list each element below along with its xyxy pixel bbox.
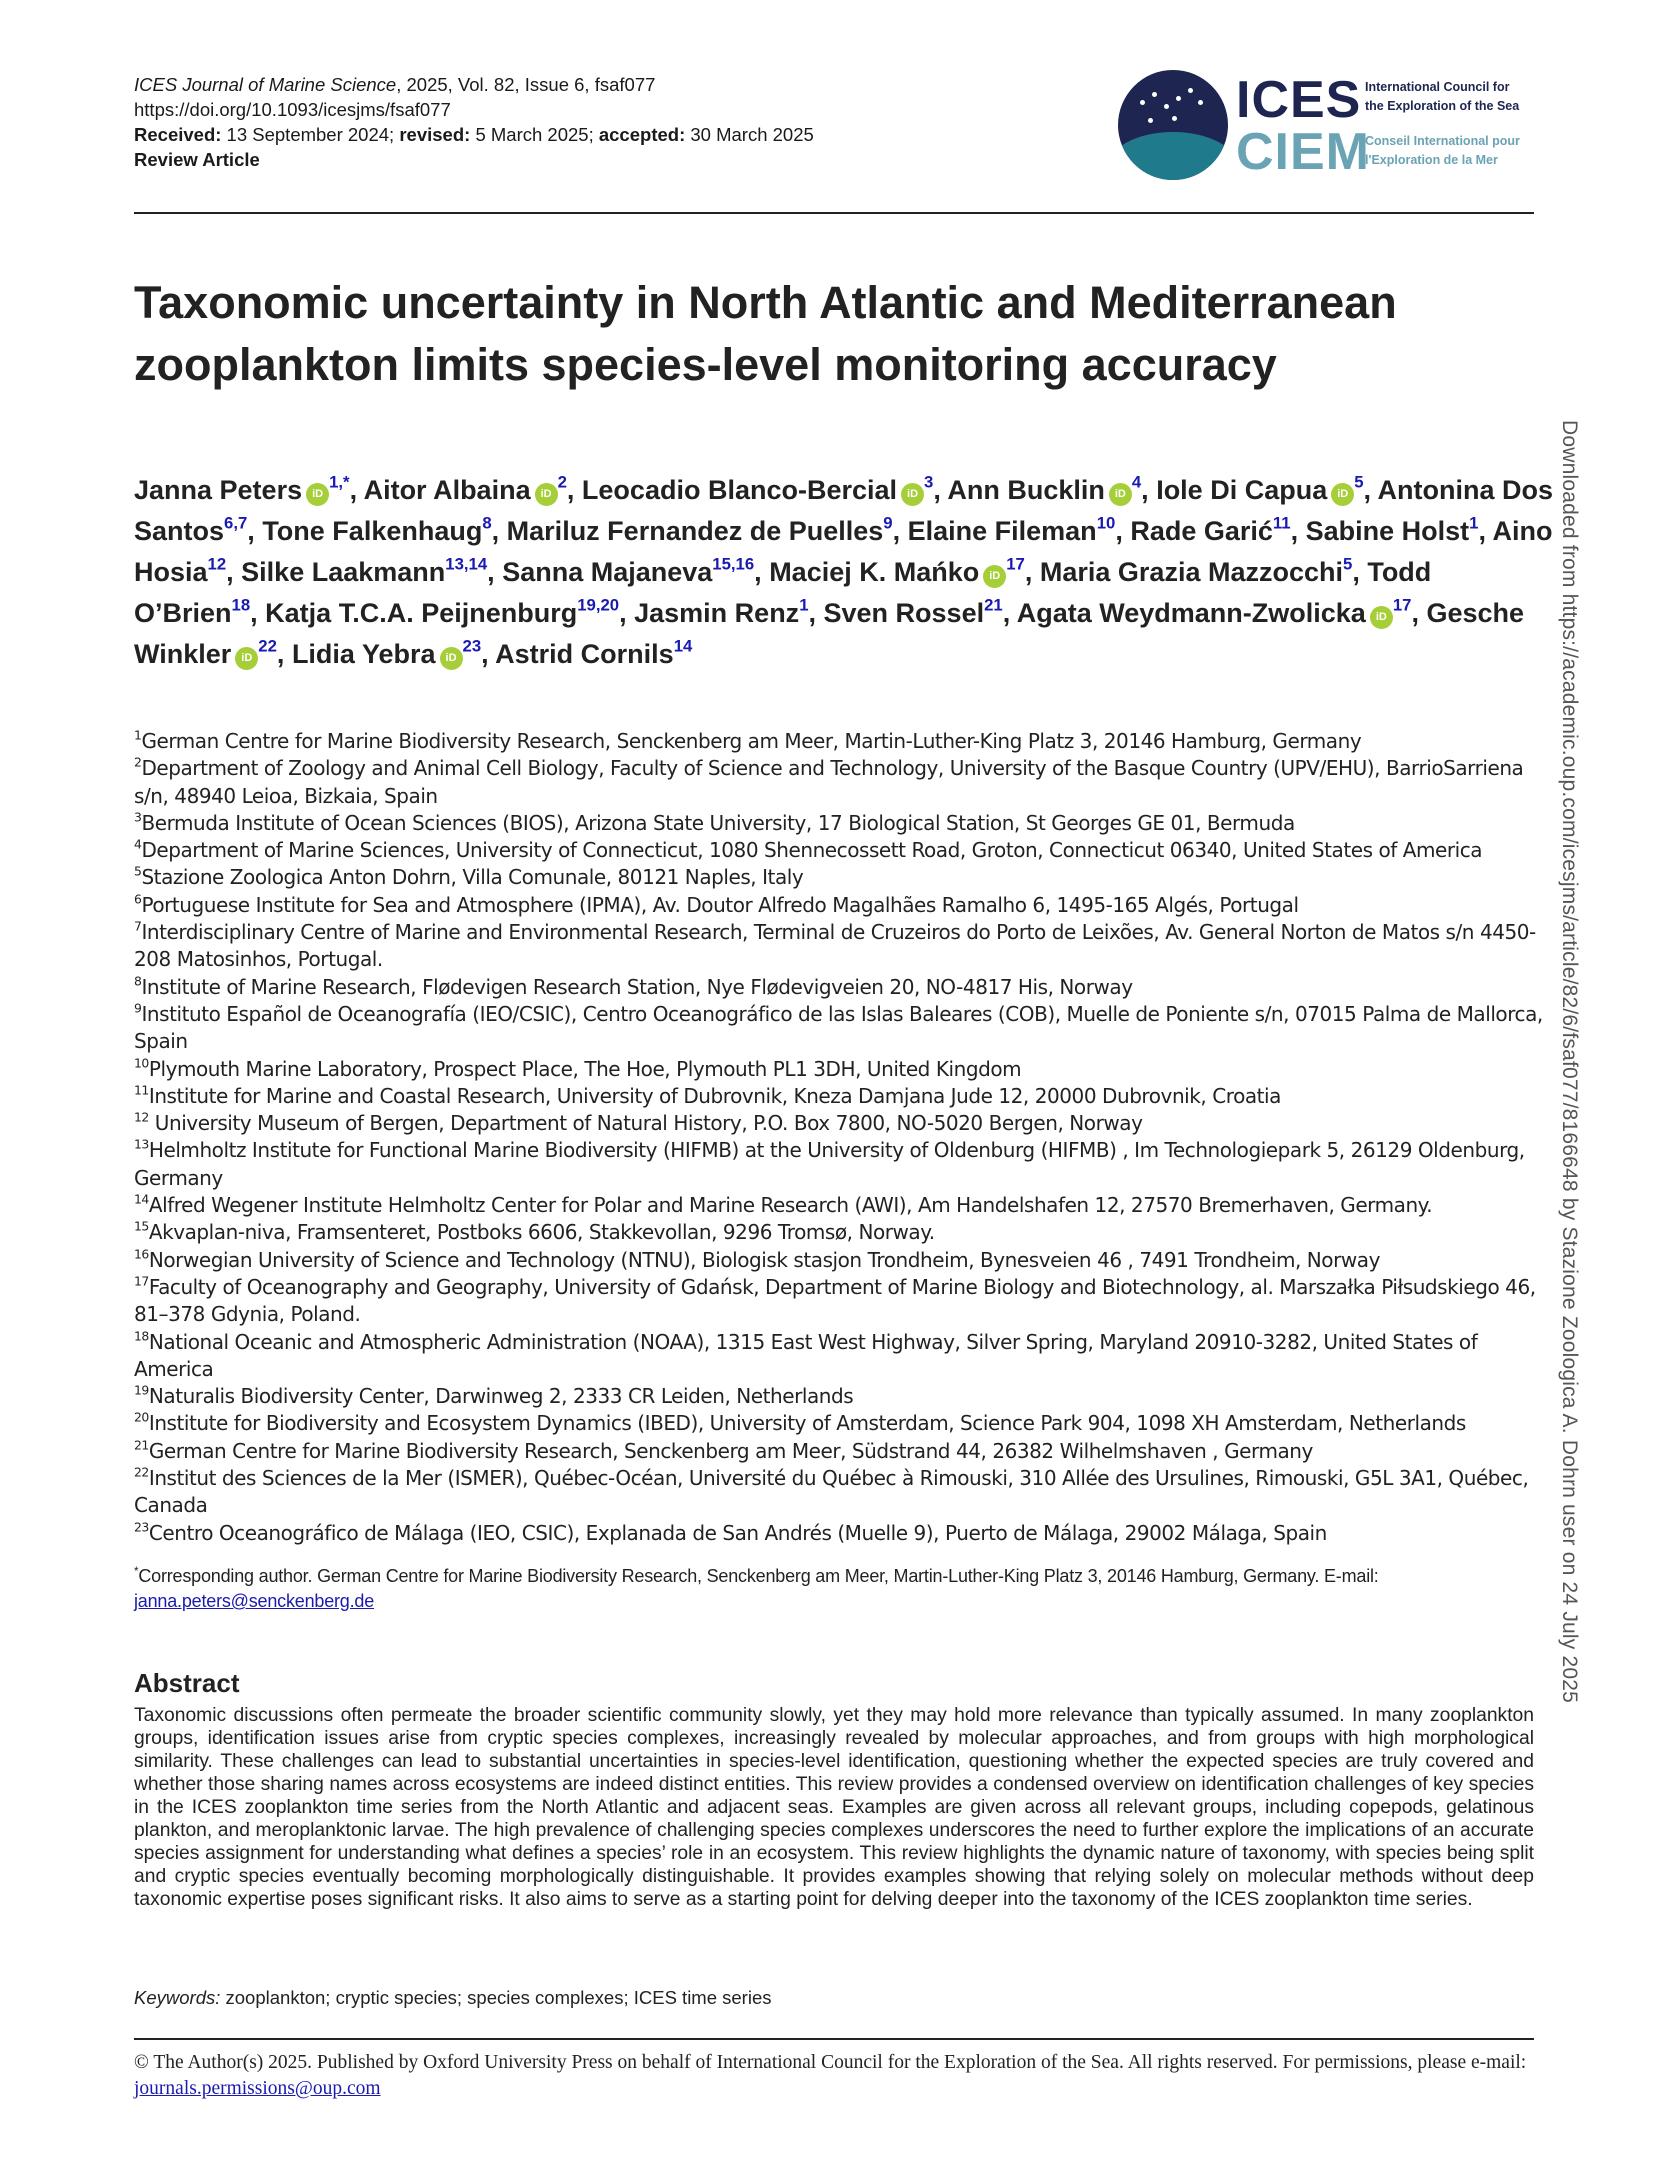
article-title: Taxonomic uncertainty in North Atlantic and Mediterranean zooplankton limits species-level monitoring accuracy: [134, 277, 1397, 390]
affiliation-number: 11: [134, 1082, 149, 1098]
author: [291, 636, 482, 669]
author-affiliation-ref[interactable]: 2: [557, 472, 567, 492]
ices-logo-emblem-icon: [1118, 70, 1228, 180]
affiliation-number: 5: [134, 863, 142, 879]
affiliation-item: [134, 1410, 1554, 1437]
affiliation-text: Alfred Wegener Institute Helmholtz Center for Polar and Marine Research (AWI), Am Handelshafen 12, 27570 Bremerhaven, Germany.: [148, 1193, 1433, 1218]
author-name: Elaine Fileman: [907, 516, 1097, 546]
abstract-heading: Abstract: [134, 1668, 240, 1698]
author-affiliation-ref[interactable]: 5: [1343, 554, 1353, 574]
author: [1130, 513, 1291, 546]
keywords: Keywords: zooplankton; cryptic species; species complexes; ICES time series: [134, 1987, 772, 2008]
author-affiliation-ref[interactable]: 1: [1469, 513, 1479, 533]
author-name: Tone Falkenhaug: [262, 516, 483, 546]
affiliation-number: 10: [134, 1054, 149, 1070]
affiliation-number: 8: [134, 973, 142, 988]
author: [581, 472, 934, 505]
affiliation-item: [134, 1383, 1554, 1410]
author-name: Katja T.C.A. Peijnenburg: [265, 598, 578, 628]
affiliation-item: [134, 837, 1554, 864]
header-divider: [134, 212, 1534, 214]
author-affiliation-ref[interactable]: 11: [1272, 513, 1291, 533]
affiliation-item: [134, 1110, 1554, 1137]
citation-line: [134, 72, 814, 97]
affiliation-number: 12: [134, 1109, 149, 1125]
author-name: Maria Grazia Mazzocchi: [1039, 557, 1343, 587]
author-affiliation-ref[interactable]: 19,20: [577, 595, 620, 615]
affiliation-item: [134, 1001, 1554, 1056]
author-affiliation-ref[interactable]: 23: [462, 636, 482, 656]
affiliation-text: German Centre for Marine Biodiversity Research, Senckenberg am Meer, Martin-Luther-King Platz 3, 20146 Hamburg, Germany: [141, 729, 1362, 753]
affiliation-text: Centro Oceanográfico de Málaga (IEO, CSIC), Explanada de San Andrés (Muelle 9), Puerto de Málaga, 29002 Málaga, Spain: [148, 1520, 1327, 1545]
affiliation-number: 23: [134, 1518, 149, 1534]
author: [134, 472, 350, 505]
affiliation-list: [134, 728, 1554, 1547]
author-name: Aino Hosia: [134, 516, 1553, 587]
author: [495, 636, 693, 669]
author: [947, 472, 1142, 505]
author-affiliation-ref[interactable]: 9: [883, 513, 893, 533]
affiliation-text: German Centre for Marine Biodiversity Research, Senckenberg am Meer, Südstrand 44, 26382 Wilhelmshaven , Germany: [148, 1438, 1313, 1463]
author-affiliation-ref[interactable]: 22: [258, 636, 277, 656]
author-name: Mariluz Fernandez de Puelles: [506, 516, 884, 546]
author-affiliation-ref[interactable]: 1,*: [329, 472, 350, 492]
author-affiliation-ref[interactable]: 3: [924, 472, 934, 492]
affiliation-item: [134, 892, 1554, 919]
author-name: Maciej K. Mańko: [769, 557, 980, 587]
download-watermark: Downloaded from https://academic.oup.com/icesjms/article/82/6/fsaf077/8166648 by Stazione Zoologica A. Dohrn user on 24 July 2025: [1558, 420, 1581, 1704]
affiliation-number: 7: [134, 918, 142, 934]
orcid-icon[interactable]: iD: [440, 647, 463, 670]
author-list: Janna Peters $iD^{1,*}$, Aitor Albaina $iD^2$, Leocadio Blanco-Bercial $iD^3$, Ann Bucklin $iD^4$, Iole Di Capua $iD^5$, Antonina Dos Santos$^{6,7}$, Tone Falkenhaug$^8$, Mariluz Fernandez de Puelles$^9$, Elaine Fileman$^{10}$, Rade Garić$^{11}$, Sabine Holst$^1$, Aino Hosia$^{12}$, Silke Laakmann$^{13,14}$, Sanna Majaneva$^{15,16}$, Maciej K. Mańko $iD^{17}$, Maria Grazia Mazzocchi$^5$, Todd O’Brien$^{18}$, Katja T.C.A. Peijnenburg$^{19,20}$, Jasmin Renz$^1$, Sven Rossel$^{21}$, Agata Weydmann-Zwolicka $iD^{17}$, Gesche Winkler $iD^{22}$, Lidia Yebra $iD^{23}$, Astrid Cornils$^{14}$: [134, 472, 1554, 669]
affiliation-text: Norwegian University of Science and Technology (NTNU), Biologisk stasjon Trondheim, Bynesveien 46 , 7491 Trondheim, Norway: [148, 1247, 1380, 1272]
affiliation-text: Interdisciplinary Centre of Marine and Environmental Research, Terminal de Cruzeiros do Porto de Leixões, Av. General Norton de Matos s/n 4450-208 Matosinhos, Portugal.: [134, 920, 1536, 972]
author-name: Antonina Dos Santos: [134, 475, 1554, 546]
affiliation-number: 19: [134, 1382, 149, 1398]
author-affiliation-ref[interactable]: 1: [799, 595, 809, 615]
author-name: Jasmin Renz: [634, 598, 800, 628]
orcid-icon[interactable]: iD: [983, 565, 1006, 588]
affiliation-item: [134, 1247, 1554, 1274]
affiliation-item: [134, 1083, 1554, 1110]
author-name: Sanna Majaneva: [502, 557, 713, 587]
affiliation-text: Naturalis Biodiversity Center, Darwinweg 2, 2333 CR Leiden, Netherlands: [148, 1384, 854, 1409]
author-name: Aitor Albaina: [363, 475, 531, 505]
affiliation-item: [134, 1056, 1554, 1083]
affiliation-text: Department of Marine Sciences, University of Connecticut, 1080 Shennecossett Road, Groton, Connecticut 06340, United States of America: [141, 838, 1483, 863]
logo-english-text: International Council for the Exploration of the Sea: [1365, 80, 1520, 113]
affiliation-number: 2: [134, 754, 142, 770]
author-name: Sven Rossel: [823, 598, 985, 628]
doi-link[interactable]: https://doi.org/10.1093/icesjms/fsaf077: [134, 99, 451, 120]
ices-logo: [1118, 70, 1538, 180]
affiliation-item: [134, 1329, 1554, 1384]
affiliation-text: Institute for Marine and Coastal Research, University of Dubrovnik, Kneza Damjana Jude 12, 20000 Dubrovnik, Croatia: [148, 1083, 1281, 1108]
affiliation-text: University Museum of Bergen, Department of Natural History, P.O. Box 7800, NO-5020 Bergen, Norway: [148, 1111, 1143, 1136]
journal-citation: , 2025, Vol. 82, Issue 6, fsaf077: [396, 74, 656, 95]
author: [1016, 595, 1412, 628]
author-affiliation-ref[interactable]: 10: [1096, 513, 1116, 533]
author-name: Astrid Cornils: [495, 639, 674, 669]
affiliation-text: Stazione Zoologica Anton Dohrn, Villa Comunale, 80121 Naples, Italy: [141, 865, 804, 890]
author-name: Gesche Winkler: [134, 598, 1525, 669]
affiliation-item: [134, 1438, 1554, 1465]
author-name: Agata Weydmann-Zwolicka: [1016, 598, 1366, 628]
affiliation-item: [134, 728, 1554, 755]
author-affiliation-ref[interactable]: 14: [673, 636, 693, 656]
author-name: Iole Di Capua: [1156, 475, 1328, 505]
author-affiliation-ref[interactable]: 4: [1131, 472, 1142, 492]
author: [1156, 472, 1364, 505]
author: [363, 472, 567, 505]
author-affiliation-ref[interactable]: 12: [207, 554, 227, 574]
affiliation-item: [134, 1520, 1554, 1547]
affiliation-item: [134, 864, 1554, 891]
article-type: Review Article: [134, 149, 260, 170]
affiliation-number: 9: [134, 1000, 142, 1016]
affiliation-text: Department of Zoology and Animal Cell Biology, Faculty of Science and Technology, University of the Basque Country (UPV/EHU), BarrioSarriena s/n, 48940 Leioa, Bizkaia, Spain: [134, 756, 1524, 808]
author: [823, 595, 1003, 628]
affiliation-text: Institute of Marine Research, Flødevigen Research Station, Nye Flødevigveien 20, NO-4817 His, Norway: [141, 974, 1133, 999]
author-name: Silke Laakmann: [241, 557, 446, 587]
orcid-icon[interactable]: iD: [1331, 483, 1354, 506]
affiliation-text: Bermuda Institute of Ocean Sciences (BIOS), Arizona State University, 17 Biological Station, St Georges GE 01, Bermuda: [141, 810, 1295, 835]
author-affiliation-ref[interactable]: 5: [1354, 472, 1364, 492]
orcid-icon[interactable]: iD: [901, 483, 924, 506]
logo-word-ciem: CIEM: [1236, 123, 1370, 181]
author-name: Ann Bucklin: [947, 475, 1105, 505]
author-affiliation-ref[interactable]: 15,16: [712, 554, 755, 574]
affiliation-text: Portuguese Institute for Sea and Atmosphere (IPMA), Av. Doutor Alfredo Magalhães Ramalho 6, 1495-165 Algés, Portugal: [141, 892, 1299, 917]
author: [1305, 513, 1479, 546]
affiliation-item: [134, 755, 1554, 810]
author: [265, 595, 620, 628]
author-affiliation-ref[interactable]: 6,7: [224, 513, 248, 533]
affiliation-item: [134, 1192, 1554, 1219]
affiliation-item: [134, 1274, 1554, 1329]
corresponding-email-link[interactable]: janna.peters@senckenberg.de: [134, 1591, 375, 1611]
affiliation-number: 21: [134, 1437, 149, 1453]
journal-name: ICES Journal of Marine Science: [134, 74, 397, 95]
author: [769, 554, 1025, 587]
affiliation-number: 1: [134, 727, 142, 743]
author-name: Janna Peters: [134, 475, 303, 505]
corresponding-author: *Corresponding author. German Centre for Marine Biodiversity Research, Senckenberg am Meer, Martin-Luther-King Platz 3, 20146 Hamburg, Germany. E-mail: janna.peters@senckenberg.de: [134, 1564, 1379, 1611]
affiliation-text: Akvaplan-niva, Framsenteret, Postboks 6606, Stakkevollan, 9296 Tromsø, Norway.: [148, 1220, 935, 1245]
affiliation-item: [134, 810, 1554, 837]
affiliation-item: [134, 1219, 1554, 1246]
affiliation-text: Plymouth Marine Laboratory, Prospect Place, The Hoe, Plymouth PL1 3DH, United Kingdom: [148, 1056, 1022, 1081]
author-affiliation-ref[interactable]: 17: [1392, 595, 1412, 615]
author-name: Lidia Yebra: [291, 639, 436, 669]
logo-word-ices: ICES: [1236, 71, 1362, 129]
affiliation-item: [134, 919, 1554, 974]
affiliation-number: 22: [134, 1464, 149, 1480]
author-name: Rade Garić: [1130, 516, 1273, 546]
copyright-notice: © The Author(s) 2025. Published by Oxford University Press on behalf of International Council for the Exploration of the Sea. All rights reserved. For permissions, please e-mail: journals.permissions@oup.com: [134, 2052, 1527, 2099]
affiliation-number: 6: [134, 891, 142, 907]
permissions-email-link[interactable]: journals.permissions@oup.com: [134, 2078, 381, 2099]
author: [907, 513, 1116, 546]
author-name: Sabine Holst: [1305, 516, 1470, 546]
affiliation-text: Institut des Sciences de la Mer (ISMER), Québec-Océan, Université du Québec à Rimouski, 310 Allée des Ursulines, Rimouski, G5L 3A1, Québec, Canada: [134, 1466, 1529, 1518]
affiliation-item: [134, 1137, 1554, 1192]
orcid-icon[interactable]: iD: [1370, 606, 1393, 629]
dates-line: Received: 13 September 2024; revised: 5 March 2025; accepted: 30 March 2025: [134, 124, 814, 145]
article-metadata: [134, 72, 814, 172]
affiliation-item: [134, 1465, 1554, 1520]
orcid-icon[interactable]: iD: [535, 483, 558, 506]
footer-divider: [134, 2038, 1534, 2040]
affiliation-number: 4: [134, 836, 142, 852]
affiliation-text: Helmholtz Institute for Functional Marine Biodiversity (HIFMB) at the University of Oldenburg (HIFMB) , Im Technologiepark 5, 26129 Oldenburg, Germany: [134, 1138, 1525, 1190]
author-affiliation-ref[interactable]: 18: [231, 595, 251, 615]
abstract-text: Taxonomic discussions often permeate the broader scientific community slowly, yet they may hold more relevance than typically assumed. In many zooplankton groups, identification issues arise from cryptic species complexes, increasingly revealed by molecular approaches, and from groups with high morphological similarity. These challenges can lead to substantial uncertainties in species-level identification, questioning whether the expected species are truly covered and whether those sharing names across ecosystems are indeed distinct entities. This review provides a condensed overview on identification challenges of key species in the ICES zooplankton time series from the North Atlantic and adjacent seas. Examples are given across all relevant groups, including copepods, gelatinous plankton, and meroplanktonic larvae. The high prevalence of challenging species complexes underscores the need to further explore the implications of an accurate species assignment for understanding what defines a species’ role in an ecosystem. This review highlights the dynamic nature of taxonomy, with species being split and cryptic species eventually becoming morphologically distinguishable. It provides examples showing that relying solely on molecular methods without deep taxonomic expertise poses significant risks. It also aims to serve as a starting point for delving deeper into the taxonomy of the ICES zooplankton time series.: [134, 1705, 1534, 1910]
affiliation-number: 18: [134, 1327, 149, 1343]
affiliation-number: 13: [134, 1136, 149, 1152]
affiliation-number: 16: [134, 1245, 149, 1261]
author-affiliation-ref[interactable]: 13,14: [445, 554, 488, 574]
author-name: Leocadio Blanco-Bercial: [581, 475, 898, 505]
affiliation-text: National Oceanic and Atmospheric Administration (NOAA), 1315 East West Highway, Silver Spring, Maryland 20910-3282, United States of America: [134, 1329, 1478, 1381]
author-affiliation-ref[interactable]: 8: [482, 513, 492, 533]
orcid-icon[interactable]: iD: [235, 647, 258, 670]
author: [241, 554, 488, 587]
affiliation-number: 20: [134, 1409, 149, 1425]
affiliation-text: Institute for Biodiversity and Ecosystem Dynamics (IBED), University of Amsterdam, Science Park 904, 1098 XH Amsterdam, Netherlands: [148, 1411, 1466, 1436]
orcid-icon[interactable]: iD: [1109, 483, 1132, 506]
author: [634, 595, 809, 628]
affiliation-item: [134, 974, 1554, 1001]
affiliation-number: 17: [134, 1273, 149, 1289]
author: [506, 513, 893, 546]
author-name: Todd O’Brien: [134, 557, 1432, 628]
affiliation-number: 15: [134, 1218, 149, 1234]
affiliation-text: Faculty of Oceanography and Geography, University of Gdańsk, Department of Marine Biology and Biotechnology, al. Marszałka Piłsudskiego 46, 81–378 Gdynia, Poland.: [134, 1274, 1536, 1327]
logo-french-text: Conseil International pour l'Exploration de la Mer: [1365, 134, 1520, 167]
author: [262, 513, 492, 546]
author-affiliation-ref[interactable]: 21: [984, 595, 1003, 615]
author-affiliation-ref[interactable]: 17: [1006, 554, 1025, 574]
affiliation-number: 3: [134, 809, 142, 825]
affiliation-number: 14: [134, 1191, 149, 1207]
affiliation-text: Instituto Español de Oceanografía (IEO/CSIC), Centro Oceanográfico de las Islas Baleares (COB), Muelle de Poniente s/n, 07015 Palma de Mallorca, Spain: [134, 1001, 1543, 1054]
author: [1039, 554, 1353, 587]
orcid-icon[interactable]: iD: [306, 483, 329, 506]
author: [502, 554, 755, 587]
